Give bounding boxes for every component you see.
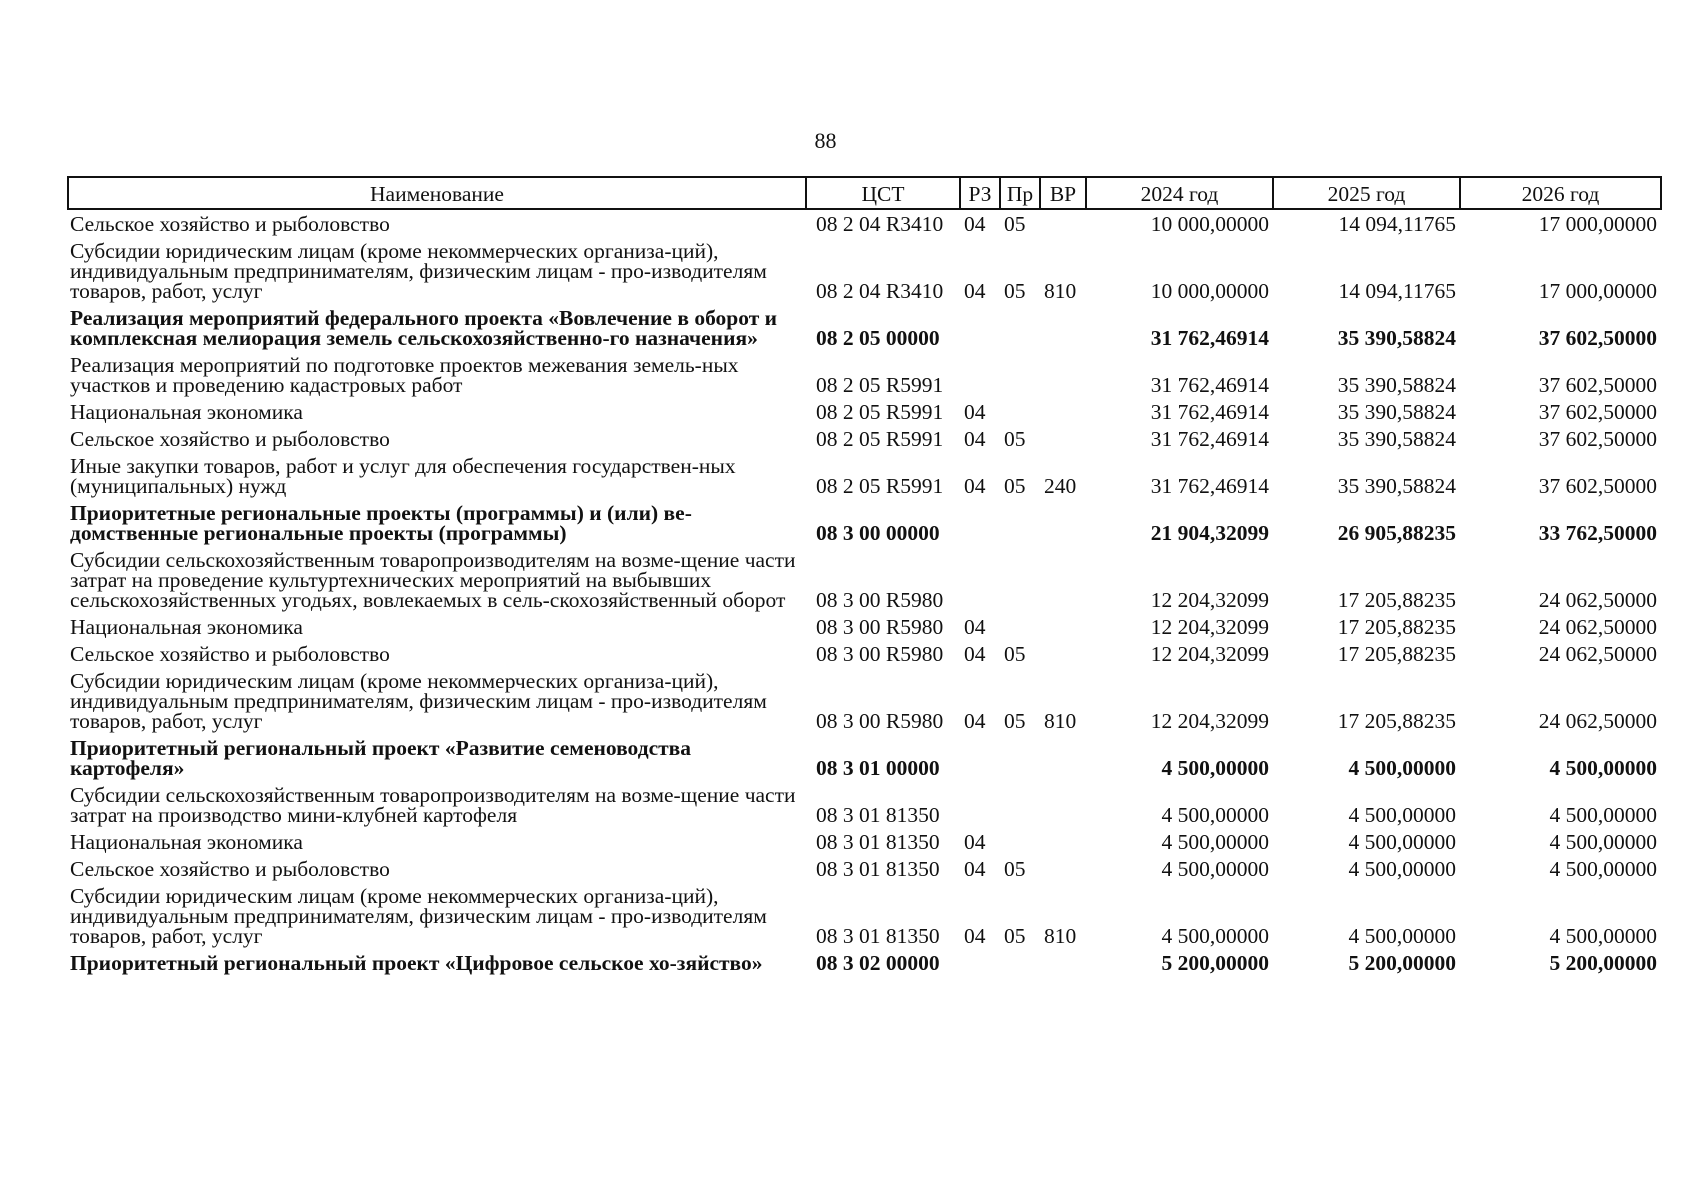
row-rz: 04 xyxy=(964,400,986,424)
page-number xyxy=(0,128,1695,154)
header-vr: ВР xyxy=(1040,177,1086,209)
row-pr xyxy=(1000,398,1040,425)
row-vr: 810 xyxy=(1044,279,1077,303)
row-2026: 24 062,50000 xyxy=(1538,588,1657,612)
row-2026: 4 500,00000 xyxy=(1549,830,1657,854)
row-2024: 31 762,46914 xyxy=(1150,427,1269,451)
row-2025: 14 094,11765 xyxy=(1338,212,1456,236)
row-cst: 08 3 01 81350 xyxy=(816,857,940,881)
header-2025: 2025 год xyxy=(1273,177,1460,209)
budget-table xyxy=(67,176,1662,976)
row-name: Сельское хозяйство и рыболовство xyxy=(70,857,390,881)
table-row xyxy=(68,855,1661,882)
row-name: Сельское хозяйство и рыболовство xyxy=(70,642,390,666)
row-name: Национальная экономика xyxy=(70,615,303,639)
row-2026: 5 200,00000 xyxy=(1549,951,1657,975)
row-cst: 08 3 01 81350 xyxy=(816,830,940,854)
row-rz xyxy=(960,949,1000,976)
row-rz xyxy=(960,546,1000,613)
row-2026: 37 602,50000 xyxy=(1538,474,1657,498)
row-pr: 05 xyxy=(1004,857,1026,881)
row-name: Сельское хозяйство и рыболовство xyxy=(70,427,390,451)
row-2026: 17 000,00000 xyxy=(1538,212,1657,236)
row-name: Приоритетный региональный проект «Цифровое сельское хо-зяйство» xyxy=(70,951,763,975)
row-2026: 17 000,00000 xyxy=(1538,279,1657,303)
row-rz: 04 xyxy=(964,279,986,303)
row-2025: 4 500,00000 xyxy=(1348,756,1456,780)
row-cst: 08 2 05 R5991 xyxy=(816,400,944,424)
row-rz: 04 xyxy=(964,642,986,666)
row-cst: 08 3 00 R5980 xyxy=(816,709,944,733)
row-rz: 04 xyxy=(964,924,986,948)
row-2024: 4 500,00000 xyxy=(1161,924,1269,948)
row-cst: 08 3 00 R5980 xyxy=(816,588,944,612)
row-2026: 37 602,50000 xyxy=(1538,427,1657,451)
row-name: Иные закупки товаров, работ и услуг для обеспечения государствен-ных (муниципальных) нужд xyxy=(70,454,736,498)
row-2025: 35 390,58824 xyxy=(1337,400,1456,424)
row-2025: 5 200,00000 xyxy=(1348,951,1456,975)
row-cst: 08 3 00 R5980 xyxy=(816,615,944,639)
row-2026: 4 500,00000 xyxy=(1549,857,1657,881)
row-2025: 4 500,00000 xyxy=(1348,857,1456,881)
row-pr xyxy=(1000,828,1040,855)
row-cst: 08 3 00 00000 xyxy=(816,521,940,545)
row-2026: 37 602,50000 xyxy=(1538,373,1657,397)
row-pr: 05 xyxy=(1004,279,1026,303)
row-2026: 37 602,50000 xyxy=(1538,400,1657,424)
row-cst: 08 2 04 R3410 xyxy=(816,212,944,236)
row-pr xyxy=(1000,304,1040,351)
table-row xyxy=(68,237,1661,304)
row-2026: 4 500,00000 xyxy=(1549,924,1657,948)
row-vr xyxy=(1040,949,1086,976)
row-2024: 4 500,00000 xyxy=(1161,830,1269,854)
row-2025: 4 500,00000 xyxy=(1348,924,1456,948)
row-cst: 08 3 00 R5980 xyxy=(816,642,944,666)
row-2025: 17 205,88235 xyxy=(1337,642,1456,666)
row-2024: 12 204,32099 xyxy=(1150,588,1269,612)
row-vr xyxy=(1040,398,1086,425)
row-name: Приоритетные региональные проекты (программы) и (или) ве-домственные региональные проекты (программы) xyxy=(70,501,692,545)
row-pr xyxy=(1000,949,1040,976)
row-vr xyxy=(1040,781,1086,828)
row-2024: 31 762,46914 xyxy=(1150,373,1269,397)
table-row xyxy=(68,781,1661,828)
row-2025: 17 205,88235 xyxy=(1337,615,1456,639)
row-2024: 10 000,00000 xyxy=(1150,212,1269,236)
row-pr: 05 xyxy=(1004,642,1026,666)
row-rz xyxy=(960,734,1000,781)
row-cst: 08 2 04 R3410 xyxy=(816,279,944,303)
table-row-bold xyxy=(68,949,1661,976)
row-2024: 12 204,32099 xyxy=(1150,615,1269,639)
table-row xyxy=(68,398,1661,425)
table-row xyxy=(68,546,1661,613)
row-pr: 05 xyxy=(1004,924,1026,948)
row-rz xyxy=(960,781,1000,828)
row-vr xyxy=(1040,425,1086,452)
table-row xyxy=(68,351,1661,398)
row-rz: 04 xyxy=(964,615,986,639)
row-2025: 35 390,58824 xyxy=(1337,427,1456,451)
table-row xyxy=(68,640,1661,667)
row-vr xyxy=(1040,499,1086,546)
row-cst: 08 3 02 00000 xyxy=(816,951,940,975)
row-rz xyxy=(960,499,1000,546)
row-vr: 810 xyxy=(1044,709,1077,733)
row-name: Сельское хозяйство и рыболовство xyxy=(70,212,390,236)
row-pr: 05 xyxy=(1004,474,1026,498)
row-cst: 08 2 05 R5991 xyxy=(816,427,944,451)
row-2024: 4 500,00000 xyxy=(1161,756,1269,780)
row-2024: 10 000,00000 xyxy=(1150,279,1269,303)
row-2025: 4 500,00000 xyxy=(1348,830,1456,854)
row-2024: 31 762,46914 xyxy=(1150,474,1269,498)
row-2025: 17 205,88235 xyxy=(1337,709,1456,733)
row-rz: 04 xyxy=(964,830,986,854)
row-2026: 24 062,50000 xyxy=(1538,642,1657,666)
row-2025: 17 205,88235 xyxy=(1337,588,1456,612)
table-header-row xyxy=(68,177,1661,209)
row-rz: 04 xyxy=(964,857,986,881)
header-name: Наименование xyxy=(68,177,806,209)
table-row xyxy=(68,452,1661,499)
row-pr xyxy=(1000,546,1040,613)
table-row xyxy=(68,209,1661,237)
row-pr xyxy=(1000,613,1040,640)
row-vr xyxy=(1040,855,1086,882)
row-vr xyxy=(1040,304,1086,351)
row-2026: 37 602,50000 xyxy=(1538,326,1657,350)
row-rz: 04 xyxy=(964,474,986,498)
table-row xyxy=(68,882,1661,949)
header-cst: ЦСТ xyxy=(806,177,960,209)
row-2024: 12 204,32099 xyxy=(1150,642,1269,666)
row-2024: 31 762,46914 xyxy=(1150,326,1269,350)
table-row xyxy=(68,425,1661,452)
row-pr: 05 xyxy=(1004,427,1026,451)
page-number-text: 88 xyxy=(814,128,837,153)
row-2025: 35 390,58824 xyxy=(1337,373,1456,397)
row-pr xyxy=(1000,499,1040,546)
row-2025: 4 500,00000 xyxy=(1348,803,1456,827)
row-2024: 4 500,00000 xyxy=(1161,857,1269,881)
table-row-bold xyxy=(68,499,1661,546)
row-2024: 31 762,46914 xyxy=(1150,400,1269,424)
row-2024: 4 500,00000 xyxy=(1161,803,1269,827)
row-vr xyxy=(1040,613,1086,640)
row-name: Субсидии юридическим лицам (кроме некоммерческих организа-ций), индивидуальным предпринимателям, физическим лицам - про-изводителям товаров, работ, услуг xyxy=(70,884,767,948)
row-rz xyxy=(960,351,1000,398)
row-vr xyxy=(1040,734,1086,781)
row-name: Реализация мероприятий федерального проекта «Вовлечение в оборот и комплексная мелиорация земель сельскохозяйственно-го назначения» xyxy=(70,306,778,350)
header-pr: Пр xyxy=(1000,177,1040,209)
row-2024: 12 204,32099 xyxy=(1150,709,1269,733)
row-2026: 24 062,50000 xyxy=(1538,615,1657,639)
row-2024: 5 200,00000 xyxy=(1161,951,1269,975)
table-row xyxy=(68,613,1661,640)
row-cst: 08 2 05 00000 xyxy=(816,326,940,350)
row-name: Субсидии сельскохозяйственным товаропроизводителям на возме-щение части затрат на проведение культуртехнических мероприятий на выбывших сельскохозяйственных угодьях, вовлекаемых в сель-скохозяйственный оборот xyxy=(70,548,796,612)
table-row-bold xyxy=(68,734,1661,781)
row-2024: 21 904,32099 xyxy=(1150,521,1269,545)
row-name: Приоритетный региональный проект «Развитие семеноводства картофеля» xyxy=(70,736,692,780)
row-rz: 04 xyxy=(964,709,986,733)
row-rz: 04 xyxy=(964,427,986,451)
row-name: Реализация мероприятий по подготовке проектов межевания земель-ных участков и проведению кадастровых работ xyxy=(70,353,739,397)
table-row xyxy=(68,667,1661,734)
row-name: Субсидии юридическим лицам (кроме некоммерческих организа-ций), индивидуальным предпринимателям, физическим лицам - про-изводителям товаров, работ, услуг xyxy=(70,239,767,303)
table-row-bold xyxy=(68,304,1661,351)
row-pr xyxy=(1000,734,1040,781)
row-2025: 35 390,58824 xyxy=(1337,474,1456,498)
row-rz: 04 xyxy=(964,212,986,236)
row-2026: 4 500,00000 xyxy=(1549,756,1657,780)
row-name: Национальная экономика xyxy=(70,830,303,854)
header-rz: РЗ xyxy=(960,177,1000,209)
row-vr: 240 xyxy=(1044,474,1077,498)
header-2024: 2024 год xyxy=(1086,177,1273,209)
row-2026: 24 062,50000 xyxy=(1538,709,1657,733)
row-vr xyxy=(1040,209,1086,237)
row-rz xyxy=(960,304,1000,351)
row-vr xyxy=(1040,546,1086,613)
row-2025: 14 094,11765 xyxy=(1338,279,1456,303)
row-cst: 08 2 05 R5991 xyxy=(816,373,944,397)
row-name: Субсидии юридическим лицам (кроме некоммерческих организа-ций), индивидуальным предпринимателям, физическим лицам - про-изводителям товаров, работ, услуг xyxy=(70,669,767,733)
row-vr xyxy=(1040,351,1086,398)
row-pr: 05 xyxy=(1004,212,1026,236)
row-pr xyxy=(1000,351,1040,398)
row-2025: 35 390,58824 xyxy=(1337,326,1456,350)
table-row xyxy=(68,828,1661,855)
row-pr xyxy=(1000,781,1040,828)
row-pr: 05 xyxy=(1004,709,1026,733)
row-vr xyxy=(1040,640,1086,667)
header-2026: 2026 год xyxy=(1460,177,1661,209)
row-2026: 33 762,50000 xyxy=(1538,521,1657,545)
row-cst: 08 2 05 R5991 xyxy=(816,474,944,498)
row-cst: 08 3 01 81350 xyxy=(816,924,940,948)
row-name: Национальная экономика xyxy=(70,400,303,424)
row-cst: 08 3 01 00000 xyxy=(816,756,940,780)
row-2025: 26 905,88235 xyxy=(1337,521,1456,545)
row-2026: 4 500,00000 xyxy=(1549,803,1657,827)
row-cst: 08 3 01 81350 xyxy=(816,803,940,827)
row-name: Субсидии сельскохозяйственным товаропроизводителям на возме-щение части затрат на производство мини-клубней картофеля xyxy=(70,783,796,827)
row-vr xyxy=(1040,828,1086,855)
row-vr: 810 xyxy=(1044,924,1077,948)
